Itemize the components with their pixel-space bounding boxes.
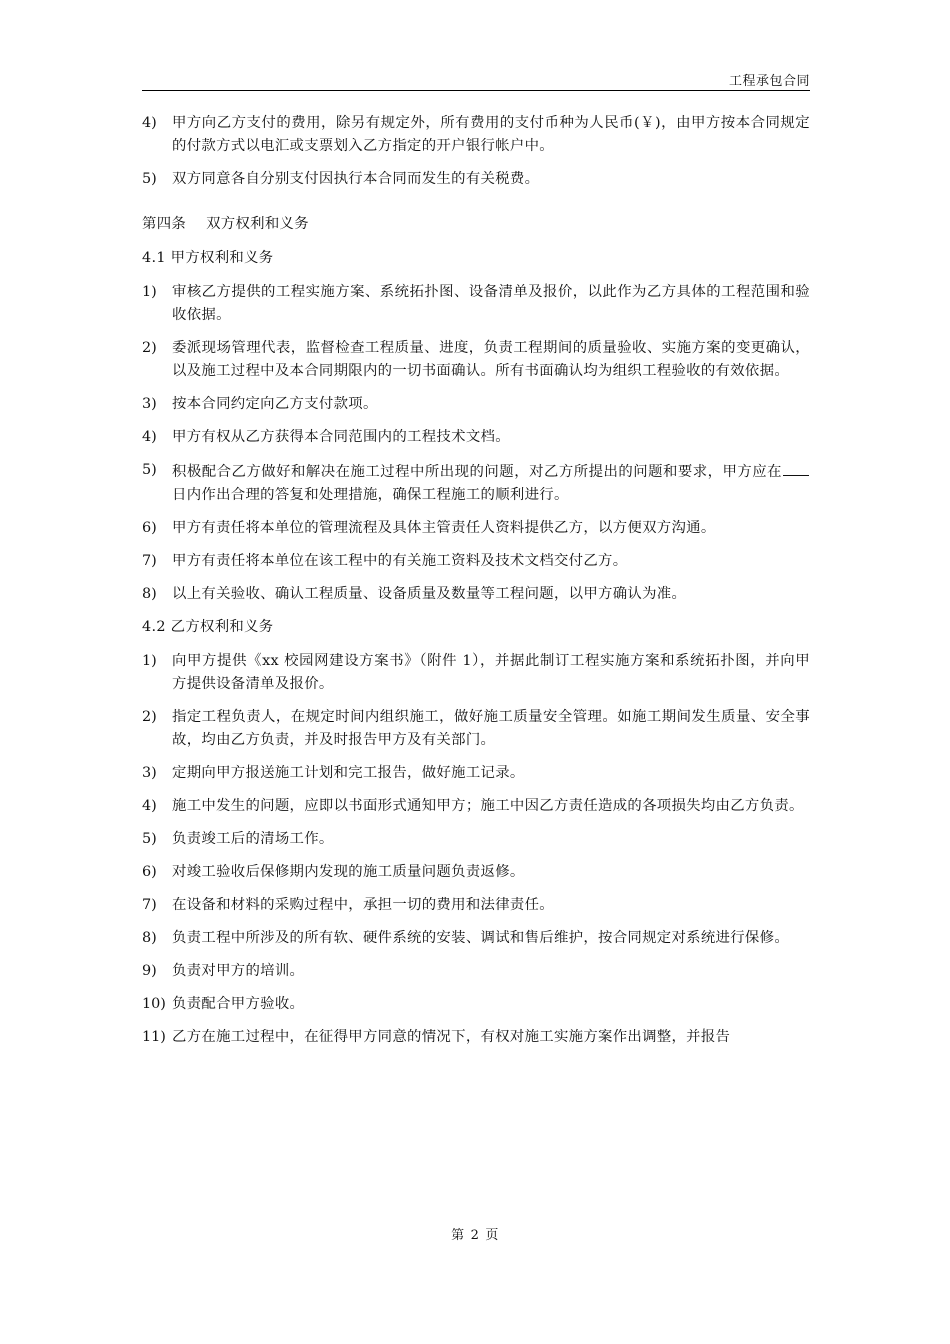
item-text: 甲方有责任将本单位在该工程中的有关施工资料及技术文档交付乙方。 <box>172 553 628 569</box>
footer-suffix: 页 <box>485 1228 499 1243</box>
item-number: 3) <box>142 765 157 781</box>
item-number: 9) <box>142 963 157 979</box>
item-number: 5) <box>142 462 157 478</box>
item-number: 2) <box>142 340 157 356</box>
item-number: 10) <box>142 996 166 1012</box>
item-text: 审核乙方提供的工程实施方案、系统拓扑图、设备清单及报价，以此作为乙方具体的工程范围和验收依据。 <box>172 284 810 323</box>
list-item <box>142 927 810 950</box>
list-item <box>142 795 810 818</box>
list-item <box>142 650 810 696</box>
item-number: 4) <box>142 798 157 814</box>
item-number: 6) <box>142 520 157 536</box>
item-text: 对竣工验收后保修期内发现的施工质量问题负责返修。 <box>172 864 525 880</box>
list-item <box>142 168 810 191</box>
item-number: 4) <box>142 115 157 131</box>
list-item <box>142 426 810 449</box>
item-text: 负责对甲方的培训。 <box>172 963 305 979</box>
section-heading-party-b: 4.2 乙方权利和义务 <box>142 619 274 635</box>
item-text: 甲方有权从乙方获得本合同范围内的工程技术文档。 <box>172 429 510 445</box>
list-item <box>142 706 810 752</box>
list-item <box>142 1026 810 1049</box>
page-number: 2 <box>470 1228 480 1243</box>
list-item <box>142 337 810 383</box>
item-number: 3) <box>142 396 157 412</box>
list-item <box>142 861 810 884</box>
item-text: 施工中发生的问题，应即以书面形式通知甲方；施工中因乙方责任造成的各项损失均由乙方负责。 <box>172 798 804 814</box>
list-item <box>142 517 810 540</box>
item-text: 双方同意各自分别支付因执行本合同而发生的有关税费。 <box>172 171 540 187</box>
header-title: 工程承包合同 <box>728 74 810 89</box>
list-item <box>142 960 810 983</box>
footer-prefix: 第 <box>451 1228 465 1243</box>
item-text: 甲方向乙方支付的费用，除另有规定外，所有费用的支付币种为人民币(￥)，由甲方按本合同规定的付款方式以电汇或支票划入乙方指定的开户银行帐户中。 <box>172 115 810 154</box>
item-text-before-blank: 积极配合乙方做好和解决在施工过程中所出现的问题，对乙方所提出的问题和要求，甲方应在 <box>172 464 782 480</box>
item-number: 5) <box>142 171 157 187</box>
item-text: 负责工程中所涉及的所有软、硬件系统的安装、调试和售后维护，按合同规定对系统进行保修。 <box>172 930 790 946</box>
item-number: 8) <box>142 586 157 602</box>
item-text: 定期向甲方报送施工计划和完工报告，做好施工记录。 <box>172 765 525 781</box>
item-text: 在设备和材料的采购过程中，承担一切的费用和法律责任。 <box>172 897 554 913</box>
item-text: 负责配合甲方验收。 <box>172 996 305 1012</box>
item-text <box>172 459 810 507</box>
item-text: 委派现场管理代表，监督检查工程质量、进度，负责工程期间的质量验收、实施方案的变更确认，以及施工过程中及本合同期限内的一切书面确认。所有书面确认均为组织工程验收的有效依据。 <box>172 340 810 379</box>
list-item <box>142 828 810 851</box>
item-number: 7) <box>142 897 157 913</box>
list-item <box>142 993 810 1016</box>
item-number: 4) <box>142 429 157 445</box>
list-item <box>142 583 810 606</box>
item-number: 1) <box>142 653 157 669</box>
article-heading <box>142 213 810 236</box>
item-text: 乙方在施工过程中，在征得甲方同意的情况下，有权对施工实施方案作出调整，并报告 <box>172 1029 731 1045</box>
list-item <box>142 550 810 573</box>
page-footer <box>0 1224 950 1243</box>
fill-in-blank <box>783 459 809 476</box>
item-text: 甲方有责任将本单位的管理流程及具体主管责任人资料提供乙方，以方便双方沟通。 <box>172 520 716 536</box>
item-number: 11) <box>142 1029 166 1045</box>
item-number: 2) <box>142 709 157 725</box>
article-label: 第四条 <box>142 216 187 232</box>
item-number: 8) <box>142 930 157 946</box>
item-text: 负责竣工后的清场工作。 <box>172 831 334 847</box>
list-item <box>142 762 810 785</box>
item-text: 以上有关验收、确认工程质量、设备质量及数量等工程问题，以甲方确认为准。 <box>172 586 687 602</box>
item-text: 指定工程负责人，在规定时间内组织施工，做好施工质量安全管理。如施工期间发生质量、安全事故，均由乙方负责，并及时报告甲方及有关部门。 <box>172 709 810 748</box>
list-item <box>142 112 810 158</box>
list-item <box>142 894 810 917</box>
list-item <box>142 459 810 507</box>
item-number: 5) <box>142 831 157 847</box>
item-text: 按本合同约定向乙方支付款项。 <box>172 396 378 412</box>
article-title: 双方权利和义务 <box>206 216 309 232</box>
section-heading-party-a: 4.1 甲方权利和义务 <box>142 250 274 266</box>
item-text-after-blank: 日内作出合理的答复和处理措施，确保工程施工的顺利进行。 <box>172 487 569 503</box>
document-body <box>142 112 810 1059</box>
item-text: 向甲方提供《xx 校园网建设方案书》（附件 1），并据此制订工程实施方案和系统拓扑图，并向甲方提供设备清单及报价。 <box>172 653 810 692</box>
item-number: 1) <box>142 284 157 300</box>
item-number: 6) <box>142 864 157 880</box>
page-header <box>142 68 810 91</box>
item-number: 7) <box>142 553 157 569</box>
list-item <box>142 393 810 416</box>
list-item <box>142 281 810 327</box>
